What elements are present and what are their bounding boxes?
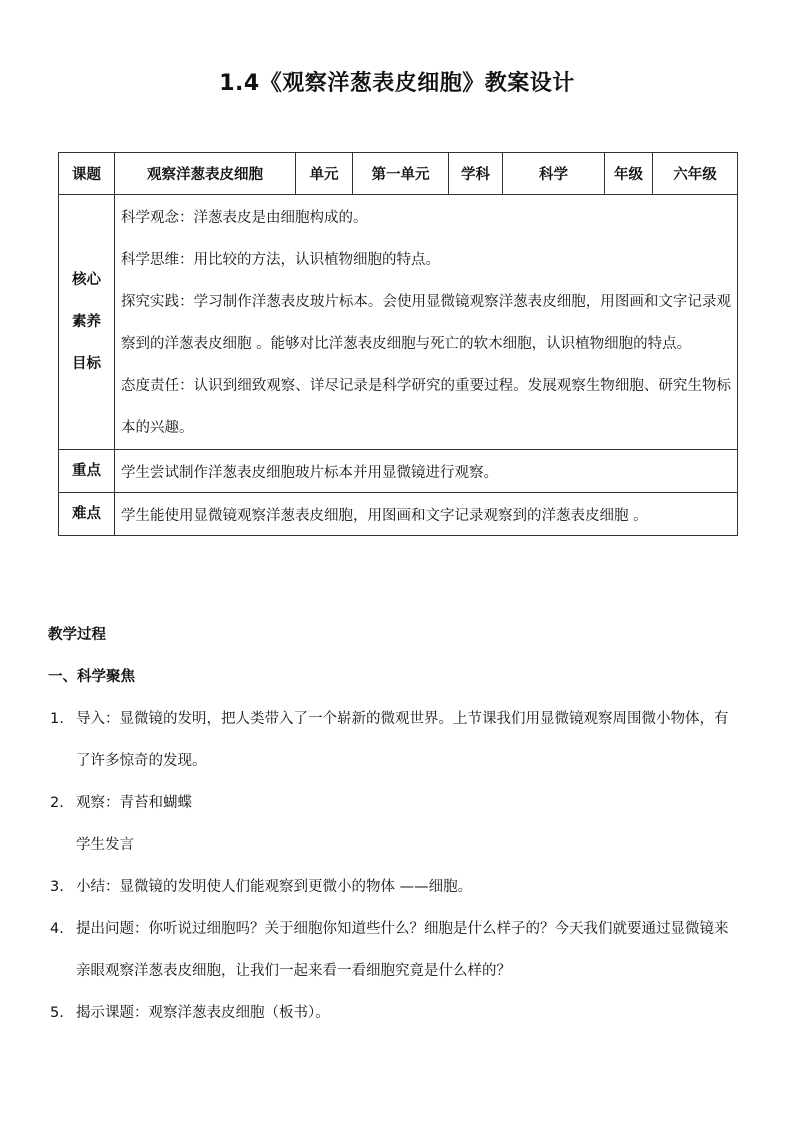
difficulty-row	[59, 493, 738, 536]
goal-item: 探究实践：学习制作洋葱表皮玻片标本。会使用显微镜观察洋葱表皮细胞，用图画和文字记录观察到的洋葱表皮细胞 。能够对比洋葱表皮细胞与死亡的软木细胞，认识植物细胞的特点。	[121, 294, 731, 352]
section-title: 一、科学聚焦	[48, 669, 135, 685]
difficulty-label: 难点	[59, 493, 115, 536]
list-item	[48, 866, 738, 908]
list-item	[48, 992, 738, 1034]
lesson-info-table	[58, 152, 738, 536]
key-point-label: 重点	[59, 450, 115, 493]
difficulty-text: 学生能使用显微镜观察洋葱表皮细胞，用图画和文字记录观察到的洋葱表皮细胞 。	[115, 493, 738, 536]
list-item	[48, 698, 738, 782]
item-text: 导入：显微镜的发明，把人类带入了一个崭新的微观世界。上节课我们用显微镜观察周围微小物体，有了许多惊奇的发现。	[76, 711, 729, 769]
process-heading: 教学过程	[48, 627, 106, 643]
core-goals-row	[59, 195, 738, 450]
item-text: 揭示课题：观察洋葱表皮细胞（板书）。	[76, 1005, 330, 1021]
goal-item: 科学观念：洋葱表皮是由细胞构成的。	[121, 210, 368, 226]
item-number: 1.	[50, 711, 64, 727]
core-goals-label-line: 素养	[72, 314, 101, 330]
key-point-text: 学生尝试制作洋葱表皮细胞玻片标本并用显微镜进行观察。	[115, 450, 738, 493]
subject-label: 学科	[449, 153, 503, 195]
grade-label: 年级	[605, 153, 653, 195]
goal-item: 态度责任：认识到细致观察、详尽记录是科学研究的重要过程。发展观察生物细胞、研究生物标本的兴趣。	[121, 378, 731, 436]
unit-value: 第一单元	[353, 153, 449, 195]
unit-label: 单元	[296, 153, 353, 195]
core-goals-label	[59, 195, 115, 450]
item-subtext: 学生发言	[76, 837, 134, 853]
goal-item: 科学思维：用比较的方法，认识植物细胞的特点。	[121, 252, 440, 268]
item-number: 5.	[50, 1005, 64, 1021]
item-number: 4.	[50, 921, 64, 937]
key-point-row	[59, 450, 738, 493]
subject-value: 科学	[503, 153, 605, 195]
grade-value: 六年级	[653, 153, 738, 195]
core-goals-label-line: 目标	[72, 356, 101, 372]
teaching-process	[48, 614, 738, 1034]
item-text: 小结：显微镜的发明使人们能观察到更微小的物体 ——细胞。	[76, 879, 473, 895]
list-item	[48, 782, 738, 824]
lesson-value: 观察洋葱表皮细胞	[115, 153, 296, 195]
document-title: 1.4《观察洋葱表皮细胞》教案设计	[219, 71, 575, 96]
item-number: 3.	[50, 879, 64, 895]
core-goals-content	[115, 195, 738, 450]
item-text: 提出问题：你听说过细胞吗？关于细胞你知道些什么？细胞是什么样子的？今天我们就要通过显微镜来亲眼观察洋葱表皮细胞，让我们一起来看一看细胞究竟是什么样的？	[76, 921, 729, 979]
list-item	[48, 908, 738, 992]
table-header-row	[59, 153, 738, 195]
item-number: 2.	[50, 795, 64, 811]
item-text: 观察：青苔和蝴蝶	[76, 795, 192, 811]
process-list	[48, 698, 738, 1034]
lesson-label: 课题	[59, 153, 115, 195]
core-goals-label-line: 核心	[72, 272, 101, 288]
